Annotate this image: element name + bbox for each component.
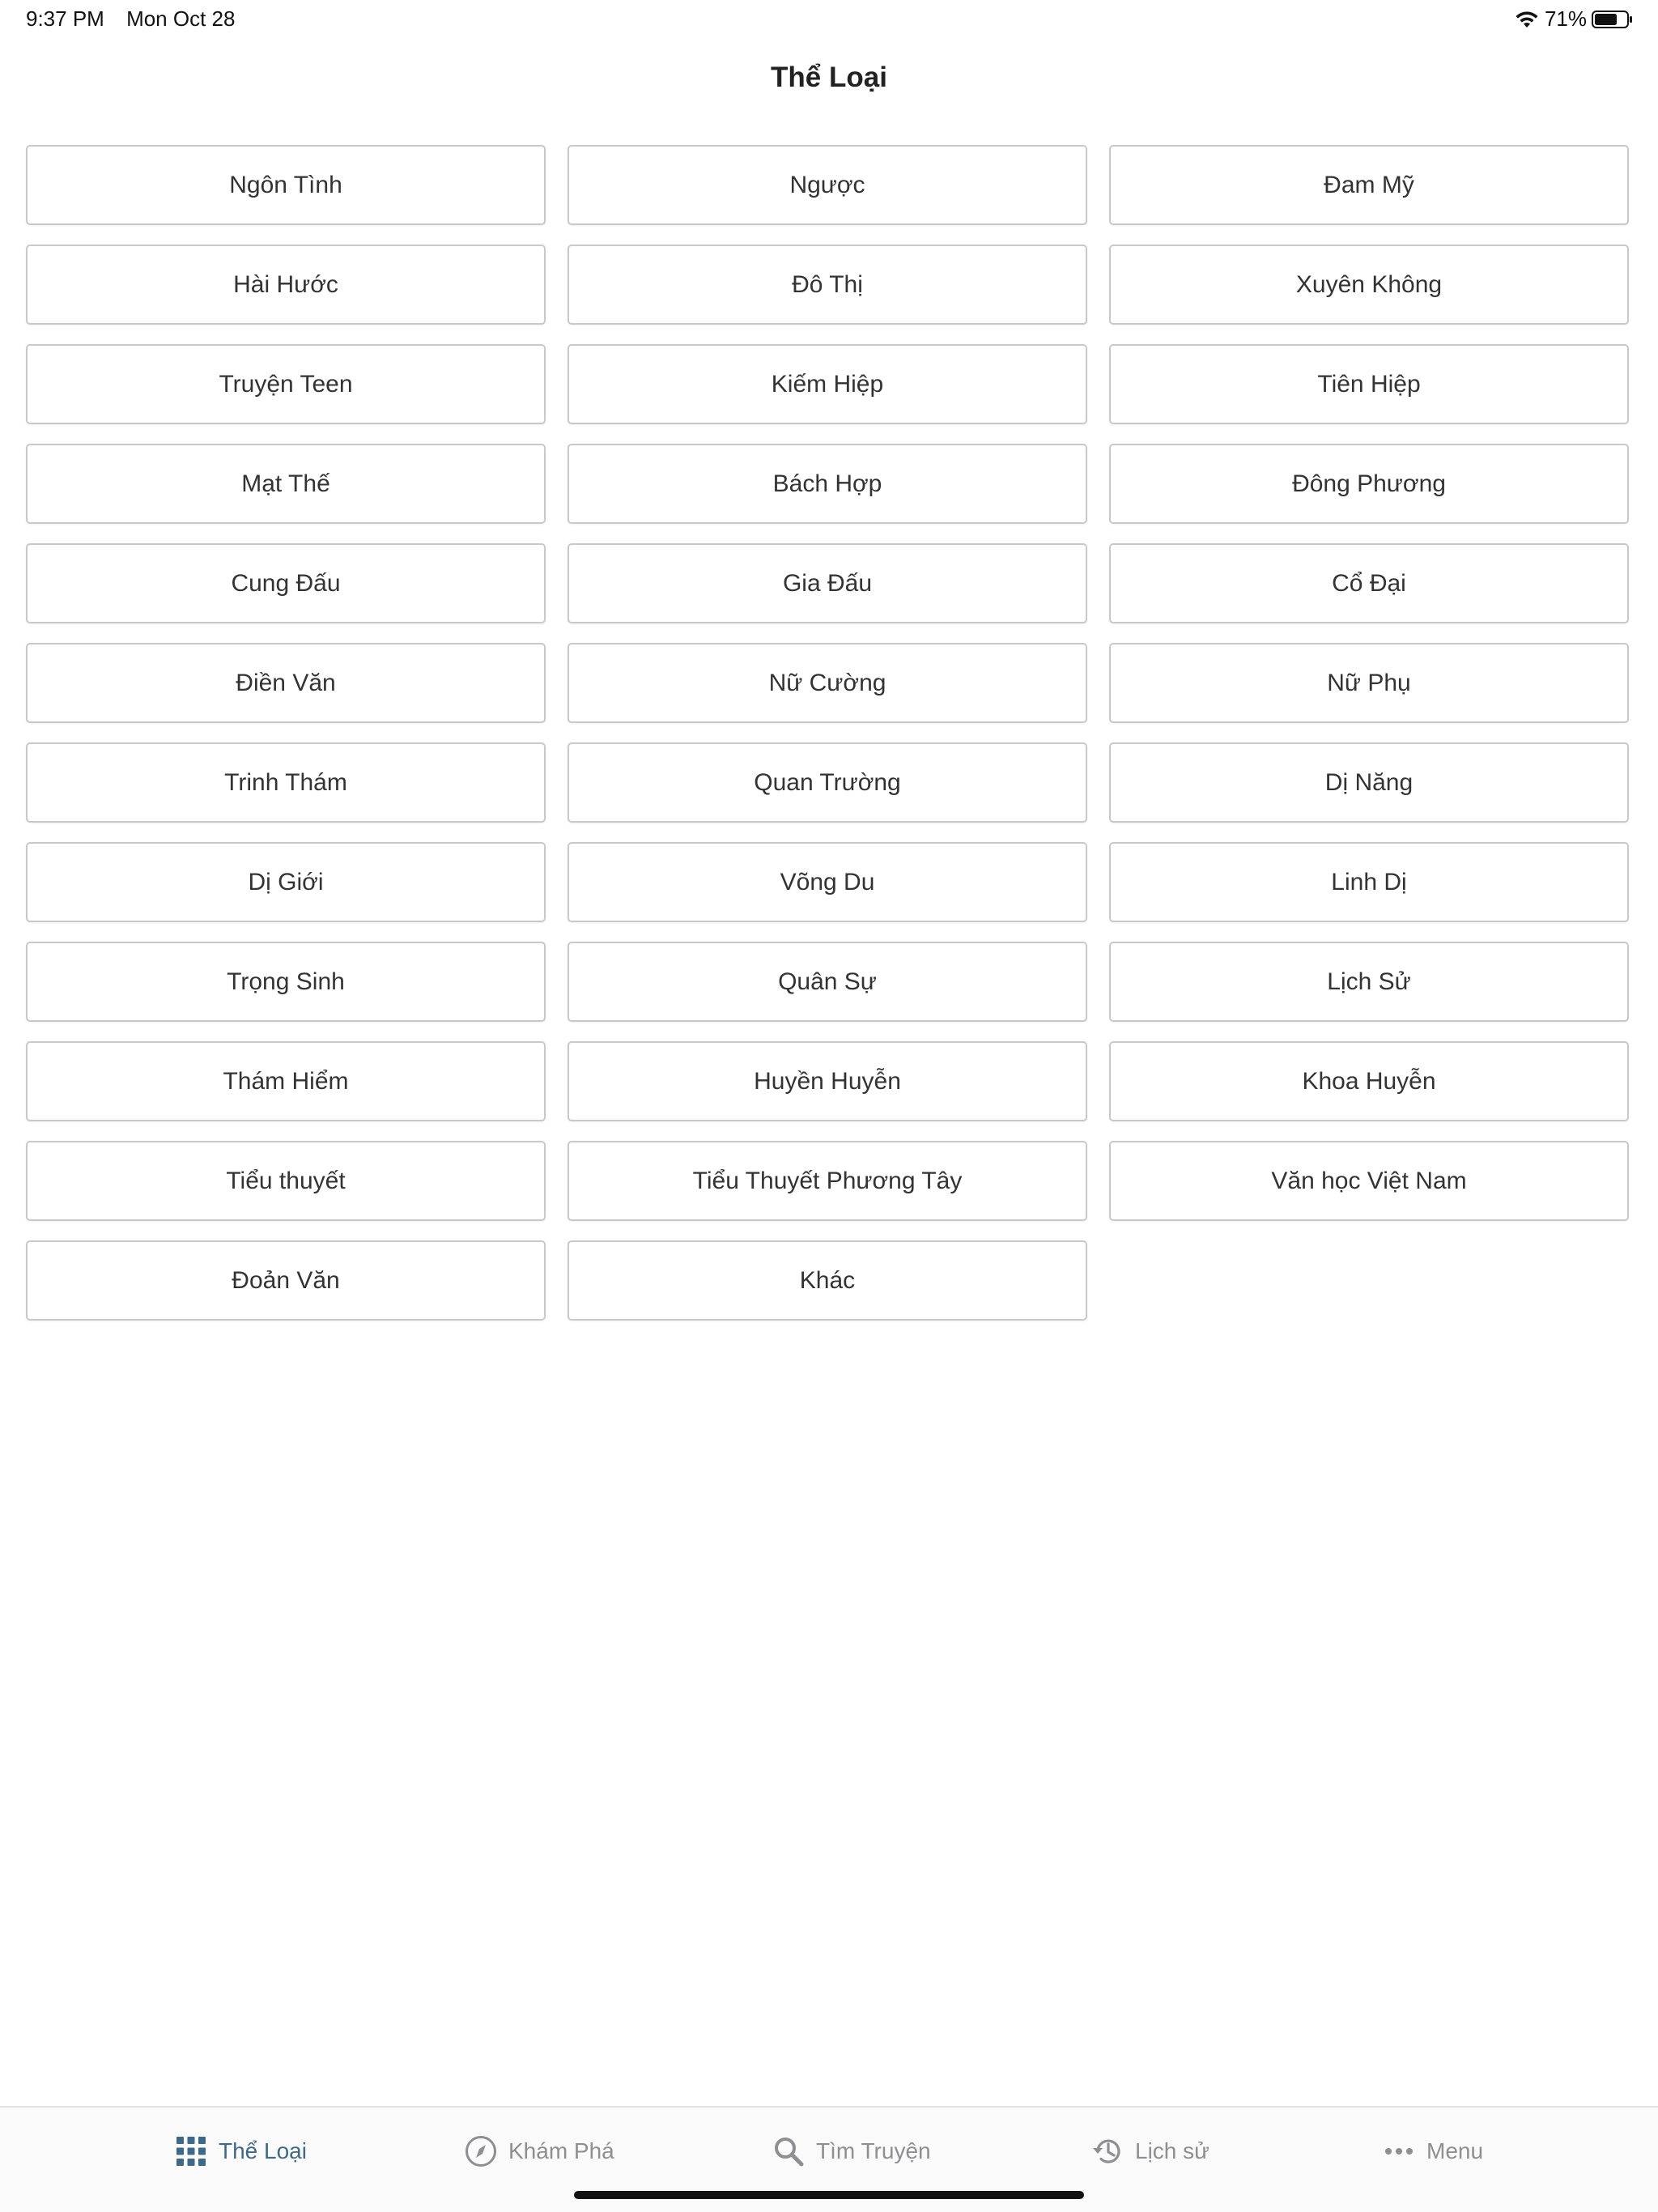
category-button[interactable]: Văn học Việt Nam	[1109, 1141, 1629, 1221]
category-button[interactable]: Ngôn Tình	[26, 145, 546, 225]
category-button[interactable]: Xuyên Không	[1109, 245, 1629, 325]
category-button[interactable]: Khác	[568, 1240, 1087, 1321]
battery-percent: 71%	[1544, 6, 1587, 31]
category-button[interactable]: Quan Trường	[568, 742, 1087, 823]
category-button[interactable]: Thám Hiểm	[26, 1041, 546, 1121]
wifi-icon	[1514, 10, 1540, 29]
category-button[interactable]: Đoản Văn	[26, 1240, 546, 1321]
tab-the-loai[interactable]	[175, 2129, 307, 2174]
status-time: 9:37 PM	[26, 6, 104, 31]
category-button[interactable]: Cổ Đại	[1109, 543, 1629, 623]
category-button[interactable]: Truyện Teen	[26, 344, 546, 424]
status-left	[26, 6, 235, 32]
home-indicator	[574, 2191, 1084, 2199]
category-button[interactable]: Dị Giới	[26, 842, 546, 922]
tab-label: Lịch sử	[1135, 2138, 1209, 2163]
category-button[interactable]: Khoa Huyễn	[1109, 1041, 1629, 1121]
history-icon	[1091, 2135, 1124, 2167]
category-button[interactable]: Nữ Cường	[568, 643, 1087, 723]
category-button[interactable]: Gia Đấu	[568, 543, 1087, 623]
tab-label: Menu	[1426, 2138, 1484, 2163]
category-button[interactable]: Trọng Sinh	[26, 942, 546, 1022]
category-button[interactable]: Linh Dị	[1109, 842, 1629, 922]
search-icon	[772, 2135, 805, 2167]
category-button[interactable]: Tiên Hiệp	[1109, 344, 1629, 424]
category-button[interactable]: Trinh Thám	[26, 742, 546, 823]
tab-label: Tìm Truyện	[816, 2138, 931, 2163]
category-button[interactable]: Võng Du	[568, 842, 1087, 922]
category-button[interactable]: Dị Năng	[1109, 742, 1629, 823]
category-button[interactable]: Điền Văn	[26, 643, 546, 723]
status-bar	[0, 0, 1658, 39]
category-button[interactable]: Đam Mỹ	[1109, 145, 1629, 225]
category-button[interactable]: Quân Sự	[568, 942, 1087, 1022]
status-right	[1514, 6, 1634, 32]
category-button[interactable]: Nữ Phụ	[1109, 643, 1629, 723]
tab-label: Khám Phá	[508, 2138, 614, 2163]
category-button[interactable]: Ngược	[568, 145, 1087, 225]
status-date: Mon Oct 28	[126, 6, 236, 31]
battery-icon	[1592, 10, 1634, 29]
category-button[interactable]: Hài Hước	[26, 245, 546, 325]
tab-label: Thể Loại	[219, 2138, 307, 2163]
category-button[interactable]: Tiểu thuyết	[26, 1141, 546, 1221]
page-title: Thể Loại	[771, 62, 887, 93]
category-button[interactable]: Lịch Sử	[1109, 942, 1629, 1022]
tab-tim-truyen[interactable]	[772, 2129, 931, 2174]
category-button[interactable]: Cung Đấu	[26, 543, 546, 623]
tab-menu[interactable]	[1383, 2129, 1483, 2174]
tab-lich-su[interactable]	[1091, 2129, 1209, 2174]
compass-icon	[465, 2135, 497, 2167]
grid-icon	[175, 2135, 207, 2167]
category-grid	[26, 145, 1633, 1321]
category-button[interactable]: Đông Phương	[1109, 444, 1629, 524]
category-button[interactable]: Bách Hợp	[568, 444, 1087, 524]
tab-kham-pha[interactable]	[465, 2129, 614, 2174]
category-button[interactable]: Đô Thị	[568, 245, 1087, 325]
category-button[interactable]: Mạt Thế	[26, 444, 546, 524]
category-button[interactable]: Kiếm Hiệp	[568, 344, 1087, 424]
category-button[interactable]: Tiểu Thuyết Phương Tây	[568, 1141, 1087, 1221]
category-button[interactable]: Huyền Huyễn	[568, 1041, 1087, 1121]
more-icon	[1383, 2135, 1415, 2167]
